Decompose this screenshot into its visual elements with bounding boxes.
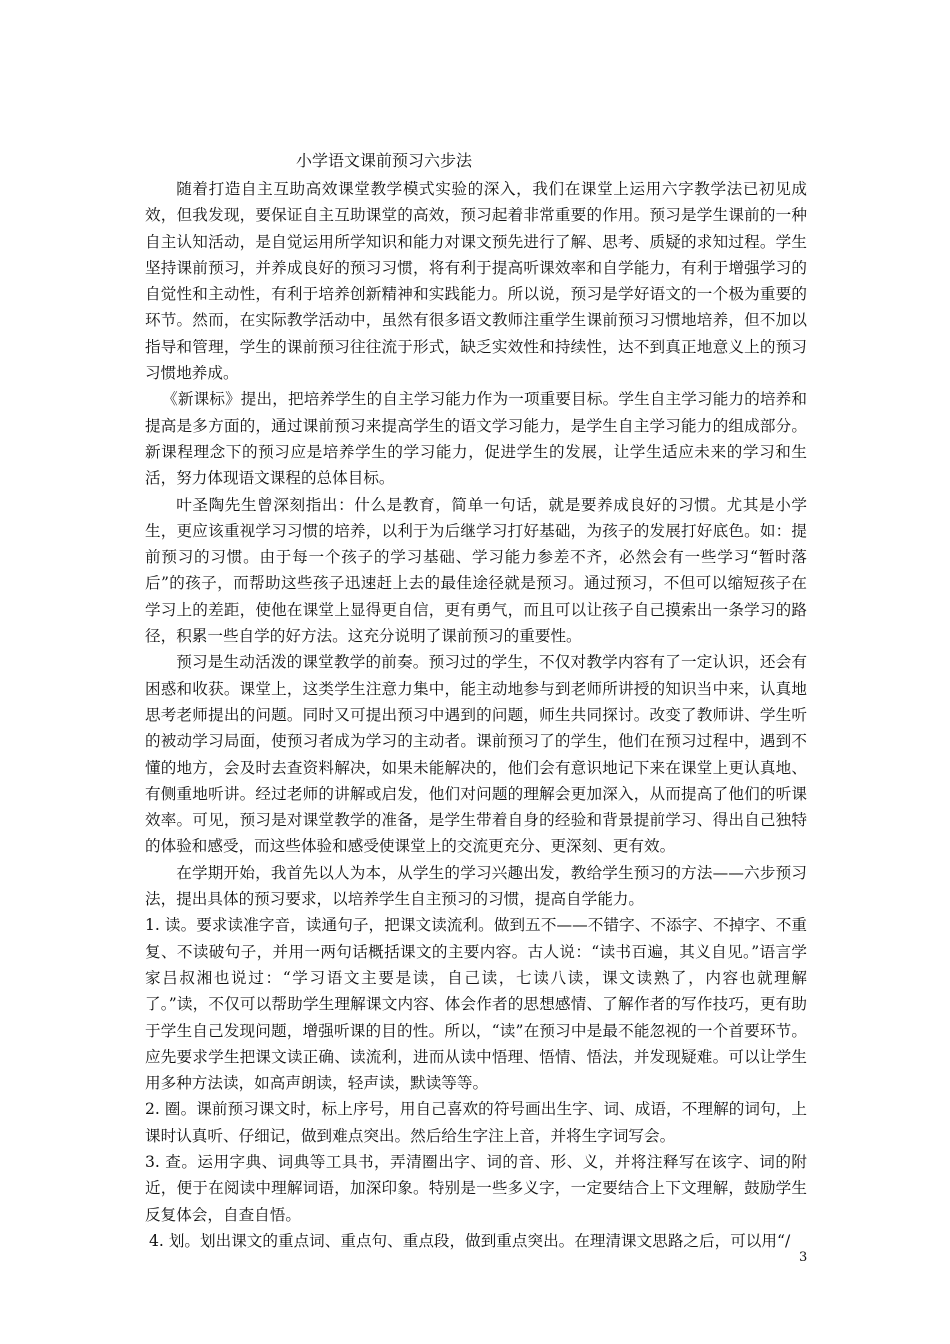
paragraph-six-step-method: 在学期开始，我首先以人为本，从学生的学习兴趣出发，教给学生预习的方法——六步预习法，提出具体的预习要求，以培养学生自主预习的习惯，提高自学能力。 <box>145 863 807 909</box>
list-item-read: 1. 读。要求读准字音，读通句子，把课文读流利。做到五不——不错字、不添字、不掉字、不重复、不读破句子，并用一两句话概括课文的主要内容。古人说：“读书百遍，其义自见。”语言学家吕叔湘也说过：“学习语文主要是读，自己读，七读八读，课文读熟了，内容也就理解了。”读，不仅可以帮助学生理解课文内容、体会作者的思想感情、了解作者的写作技巧，更有助于学生自己发现问题，增强听课的目的性。所以，“读”在预习中是最不能忽视的一个首要环节。应先要求学生把课文读正确、读流利，进而从读中悟理、悟情、悟法，并发现疑难。可以让学生用多种方法读，如高声朗读，轻声读，默读等等。 <box>145 916 807 1093</box>
paragraph-prelude: 预习是生动活泼的课堂教学的前奏。预习过的学生，不仅对教学内容有了一定认识，还会有困惑和收获。课堂上，这类学生注意力集中，能主动地参与到老师所讲授的知识当中来，认真地思考老师提出的问题。同时又可提出预习中遇到的问题，师生共同探讨。改变了教师讲、学生听的被动学习局面，使预习者成为学习的主动者。课前预习了的学生，他们在预习过程中，遇到不懂的地方，会及时去查资料解决，如果未能解决的，他们会有意识地记下来在课堂上更认真地、有侧重地听讲。经过老师的讲解或启发，他们对问题的理解会更加深入，从而提高了他们的听课效率。可见，预习是对课堂教学的准备，是学生带着自身的经验和背景提前学习、得出自己独特的体验和感受，而这些体验和感受使课堂上的交流更充分、更深刻、更有效。 <box>145 653 807 856</box>
paragraph-ye-shengtao: 叶圣陶先生曾深刻指出：什么是教育，简单一句话，就是要养成良好的习惯。尤其是小学生，更应该重视学习习惯的培养，以利于为后继学习打好基础，为孩子的发展打好底色。如：提前预习的习惯。由于每一个孩子的学习基础、学习能力参差不齐，必然会有一些学习“暂时落后”的孩子，而帮助这些孩子迅速赶上去的最佳途径就是预习。通过预习，不但可以缩短孩子在学习上的差距，使他在课堂上显得更自信，更有勇气，而且可以让孩子自己摸索出一条学习的路径，积累一些自学的好方法。这充分说明了课前预习的重要性。 <box>145 495 807 646</box>
document-title: 小学语文课前预习六步法 <box>296 151 473 170</box>
paragraph-intro: 随着打造自主互助高效课堂教学模式实验的深入，我们在课堂上运用六字教学法已初见成效，但我发现，要保证自主互助课堂的高效，预习起着非常重要的作用。预习是学生课前的一种自主认知活动，是自觉运用所学知识和能力对课文预先进行了解、思考、质疑的求知过程。学生坚持课前预习，并养成良好的预习习惯，将有利于提高听课效率和自学能力，有利于增强学习的自觉性和主动性，有利于培养创新精神和实践能力。所以说，预习是学好语文的一个极为重要的环节。然而，在实际教学活动中，虽然有很多语文教师注重学生课前预习习惯地培养，但不加以指导和管理，学生的课前预习往往流于形式，缺乏实效性和持续性，达不到真正地意义上的预习习惯地养成。 <box>145 180 807 383</box>
list-item-mark: 4. 划。划出课文的重点词、重点句、重点段，做到重点突出。在理清课文思路之后，可以用“/ <box>149 1231 791 1250</box>
list-item-circle: 2. 圈。课前预习课文时，标上序号，用自己喜欢的符号画出生字、词、成语，不理解的词句，上课时认真听、仔细记，做到难点突出。然后给生字注上音，并将生字词写会。 <box>145 1100 807 1145</box>
page-number: 3 <box>799 1250 808 1265</box>
list-item-look-up: 3. 查。运用字典、词典等工具书，弄清圈出字、词的音、形、义，并将注释写在该字、词的附近，便于在阅读中理解词语，加深印象。特别是一些多义字，一定要结合上下文理解，鼓励学生反复体会，自查自悟。 <box>145 1152 807 1224</box>
paragraph-new-curriculum: 《新课标》提出，把培养学生的自主学习能力作为一项重要目标。学生自主学习能力的培养和提高是多方面的，通过课前预习来提高学生的语文学习能力，是学生自主学习能力的组成部分。新课程理念下的预习应是培养学生的学习能力，促进学生的发展，让学生适应未来的学习和生活，努力体现语文课程的总体目标。 <box>145 390 807 488</box>
document-body <box>145 176 807 1254</box>
